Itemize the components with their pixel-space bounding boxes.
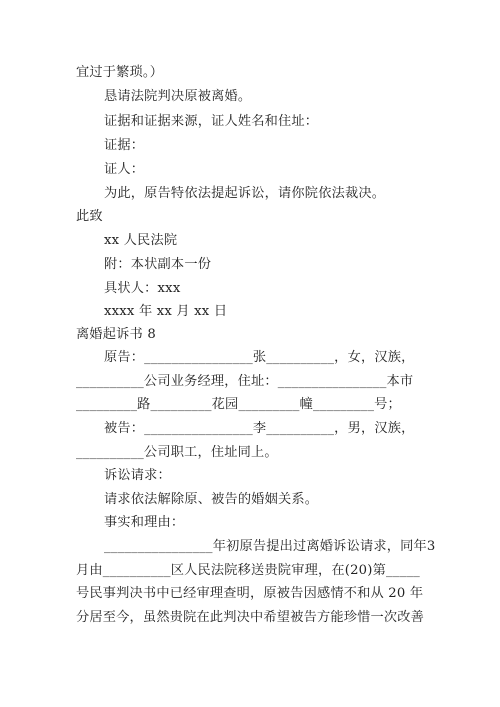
text-line: __________公司职工，住址同上。 <box>76 445 278 460</box>
text-line: 月由__________区人民法院移送贵院审理，在(20)第_____ <box>76 563 420 578</box>
section-heading: 离婚起诉书 8 <box>76 327 156 342</box>
text-line: 证人： <box>104 162 145 177</box>
text-line: 此致 <box>76 209 103 224</box>
text-line: 为此，原告特依法提起诉讼，请你院依法裁决。 <box>104 186 386 201</box>
text-line: 号民事判决书中已经审理查明，原被告因感情不和从 20 年 <box>76 586 424 601</box>
text-line: xxxx 年 xx 月 xx 日 <box>104 304 228 319</box>
text-line: 具状人：xxx <box>104 281 181 296</box>
text-line: xx 人民法院 <box>104 233 178 248</box>
text-line: 证据： <box>104 138 145 153</box>
text-line: ________________年初原告提出过离婚诉讼请求，同年3 <box>104 539 436 554</box>
text-line: 宜过于繁琐。） <box>76 65 164 80</box>
text-line: 附：本状副本一份 <box>104 257 212 272</box>
text-line: 证据和证据来源，证人姓名和住址： <box>104 114 319 129</box>
text-line: _________路_________花园_________幢_________号； <box>76 397 401 412</box>
text-line: 诉讼请求： <box>104 468 171 483</box>
text-line: 被告：________________李__________，男，汉族， <box>104 421 415 436</box>
text-line: 分居至今，虽然贵院在此判决中希望被告方能珍惜一次改善 <box>76 610 425 625</box>
text-line: 请求依法解除原、被告的婚姻关系。 <box>104 492 319 507</box>
text-line: 原告：________________张__________，女，汉族， <box>104 350 415 365</box>
text-line: 事实和理由： <box>104 515 185 530</box>
text-line: __________公司业务经理，住址：________________本市 <box>76 374 414 389</box>
text-line: 恳请法院判决原被离婚。 <box>104 89 252 104</box>
